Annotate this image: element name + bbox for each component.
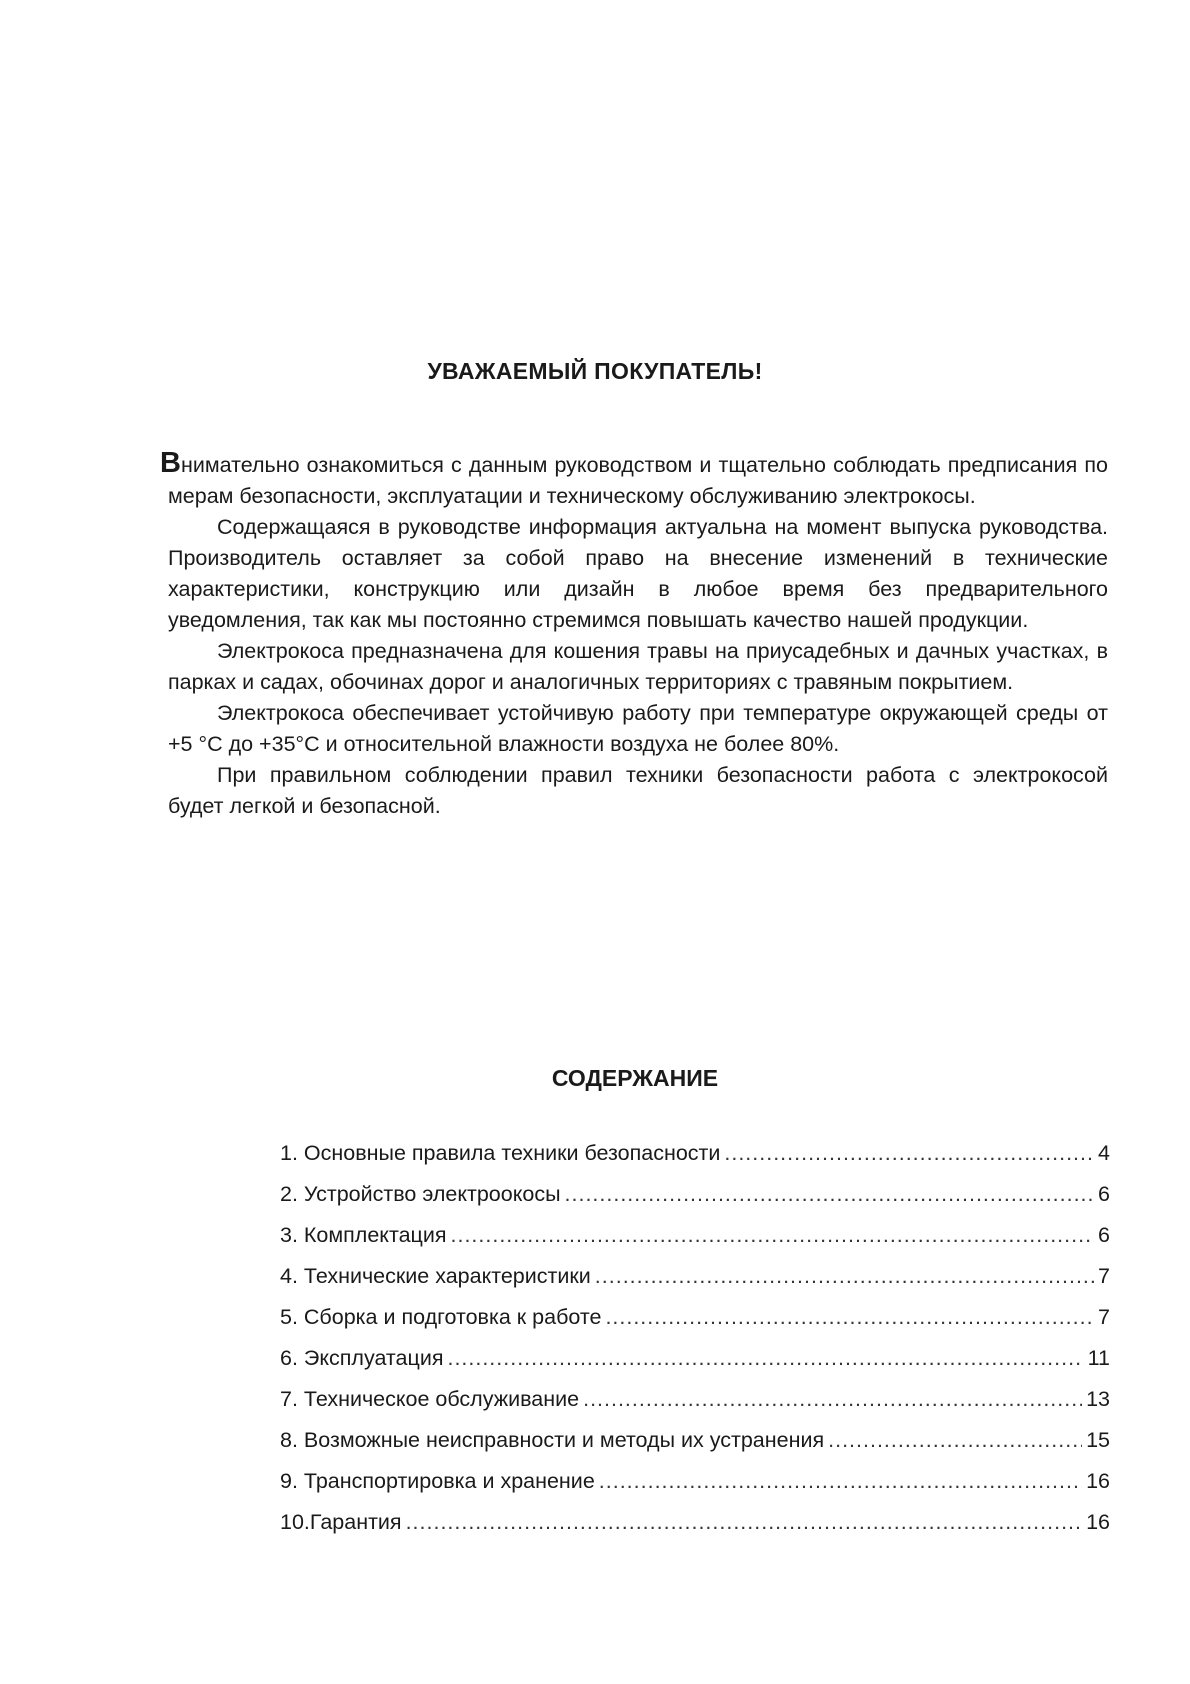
toc-item-label: 6. Эксплуатация — [280, 1346, 444, 1370]
toc-leader-dots — [605, 1305, 1094, 1330]
toc-item — [280, 1387, 1110, 1428]
toc-item-page: 6 — [1098, 1182, 1110, 1206]
drop-cap: В — [160, 447, 181, 479]
toc-item-page: 16 — [1086, 1469, 1110, 1493]
toc-item-label: 5. Сборка и подготовка к работе — [280, 1305, 602, 1329]
toc-item-page: 6 — [1098, 1223, 1110, 1247]
intro-paragraph-3: Электрокоса предназначена для кошения травы на приусадебных и дачных участках, в парках и садах, обочинах дорог и аналогичных территориях с травяным покрытием. — [168, 639, 1108, 694]
intro-paragraph-1 — [160, 447, 1108, 512]
toc-item-page: 13 — [1086, 1387, 1110, 1411]
toc-item-page: 7 — [1098, 1305, 1110, 1329]
toc-item-label: 10.Гарантия — [280, 1510, 402, 1534]
toc-item-page: 11 — [1087, 1346, 1110, 1370]
toc-item-page: 16 — [1086, 1510, 1110, 1534]
toc-item-label: 8. Возможные неисправности и методы их устранения — [280, 1428, 825, 1452]
toc-item — [280, 1428, 1110, 1469]
toc-item-page: 7 — [1098, 1264, 1110, 1288]
intro-section — [160, 447, 1108, 822]
toc-item-page: 4 — [1098, 1141, 1110, 1165]
toc-item — [280, 1182, 1110, 1223]
toc-item — [280, 1264, 1110, 1305]
toc-item — [280, 1141, 1110, 1182]
toc-item-label: 1. Основные правила техники безопасности — [280, 1141, 721, 1165]
intro-paragraph-2: Содержащаяся в руководстве информация актуальна на момент выпуска руководства. Производитель оставляет за собой право на внесение изменений в технические характеристики, конструкцию или дизайн в любое время без предварительного уведомления, так как мы постоянно стремимся повышать качество нашей продукции. — [168, 515, 1108, 632]
toc-leader-dots — [595, 1264, 1094, 1289]
toc-leader-dots — [599, 1469, 1082, 1494]
toc-leader-dots — [828, 1428, 1082, 1453]
toc-item-label: 2. Устройство электроокосы — [280, 1182, 561, 1206]
intro-paragraph-5: При правильном соблюдении правил техники безопасности работа с электрокосой будет легкой и безопасной. — [168, 763, 1108, 818]
toc-leader-dots — [451, 1223, 1095, 1248]
greeting-heading: УВАЖАЕМЫЙ ПОКУПАТЕЛЬ! — [427, 358, 763, 384]
toc-item — [280, 1510, 1110, 1551]
toc-item — [280, 1469, 1110, 1510]
toc-item — [280, 1346, 1110, 1387]
toc-title: СОДЕРЖАНИЕ — [551, 1065, 719, 1091]
toc-item-label: 3. Комплектация — [280, 1223, 447, 1247]
toc-leader-dots — [583, 1387, 1082, 1412]
toc-leader-dots — [565, 1182, 1095, 1207]
toc-leader-dots — [406, 1510, 1083, 1535]
table-of-contents — [280, 1141, 1110, 1551]
toc-item-label: 9. Транспортировка и хранение — [280, 1469, 595, 1493]
toc-item-label: 4. Технические характеристики — [280, 1264, 591, 1288]
toc-leader-dots — [724, 1141, 1094, 1166]
toc-item-label: 7. Техническое обслуживание — [280, 1387, 580, 1411]
toc-leader-dots — [447, 1346, 1083, 1371]
toc-item — [280, 1223, 1110, 1264]
toc-item-page: 15 — [1086, 1428, 1110, 1452]
toc-item — [280, 1305, 1110, 1346]
intro-paragraph-4: Электрокоса обеспечивает устойчивую работу при температуре окружающей среды от +5 °С до +35°С и относительной влажности воздуха не более 80%. — [168, 701, 1108, 756]
intro-paragraph-1-text: нимательно ознакомиться с данным руководством и тщательно соблюдать предписания по мерам безопасности, эксплуатации и техническому обслуживанию электрокосы. — [168, 453, 1108, 508]
